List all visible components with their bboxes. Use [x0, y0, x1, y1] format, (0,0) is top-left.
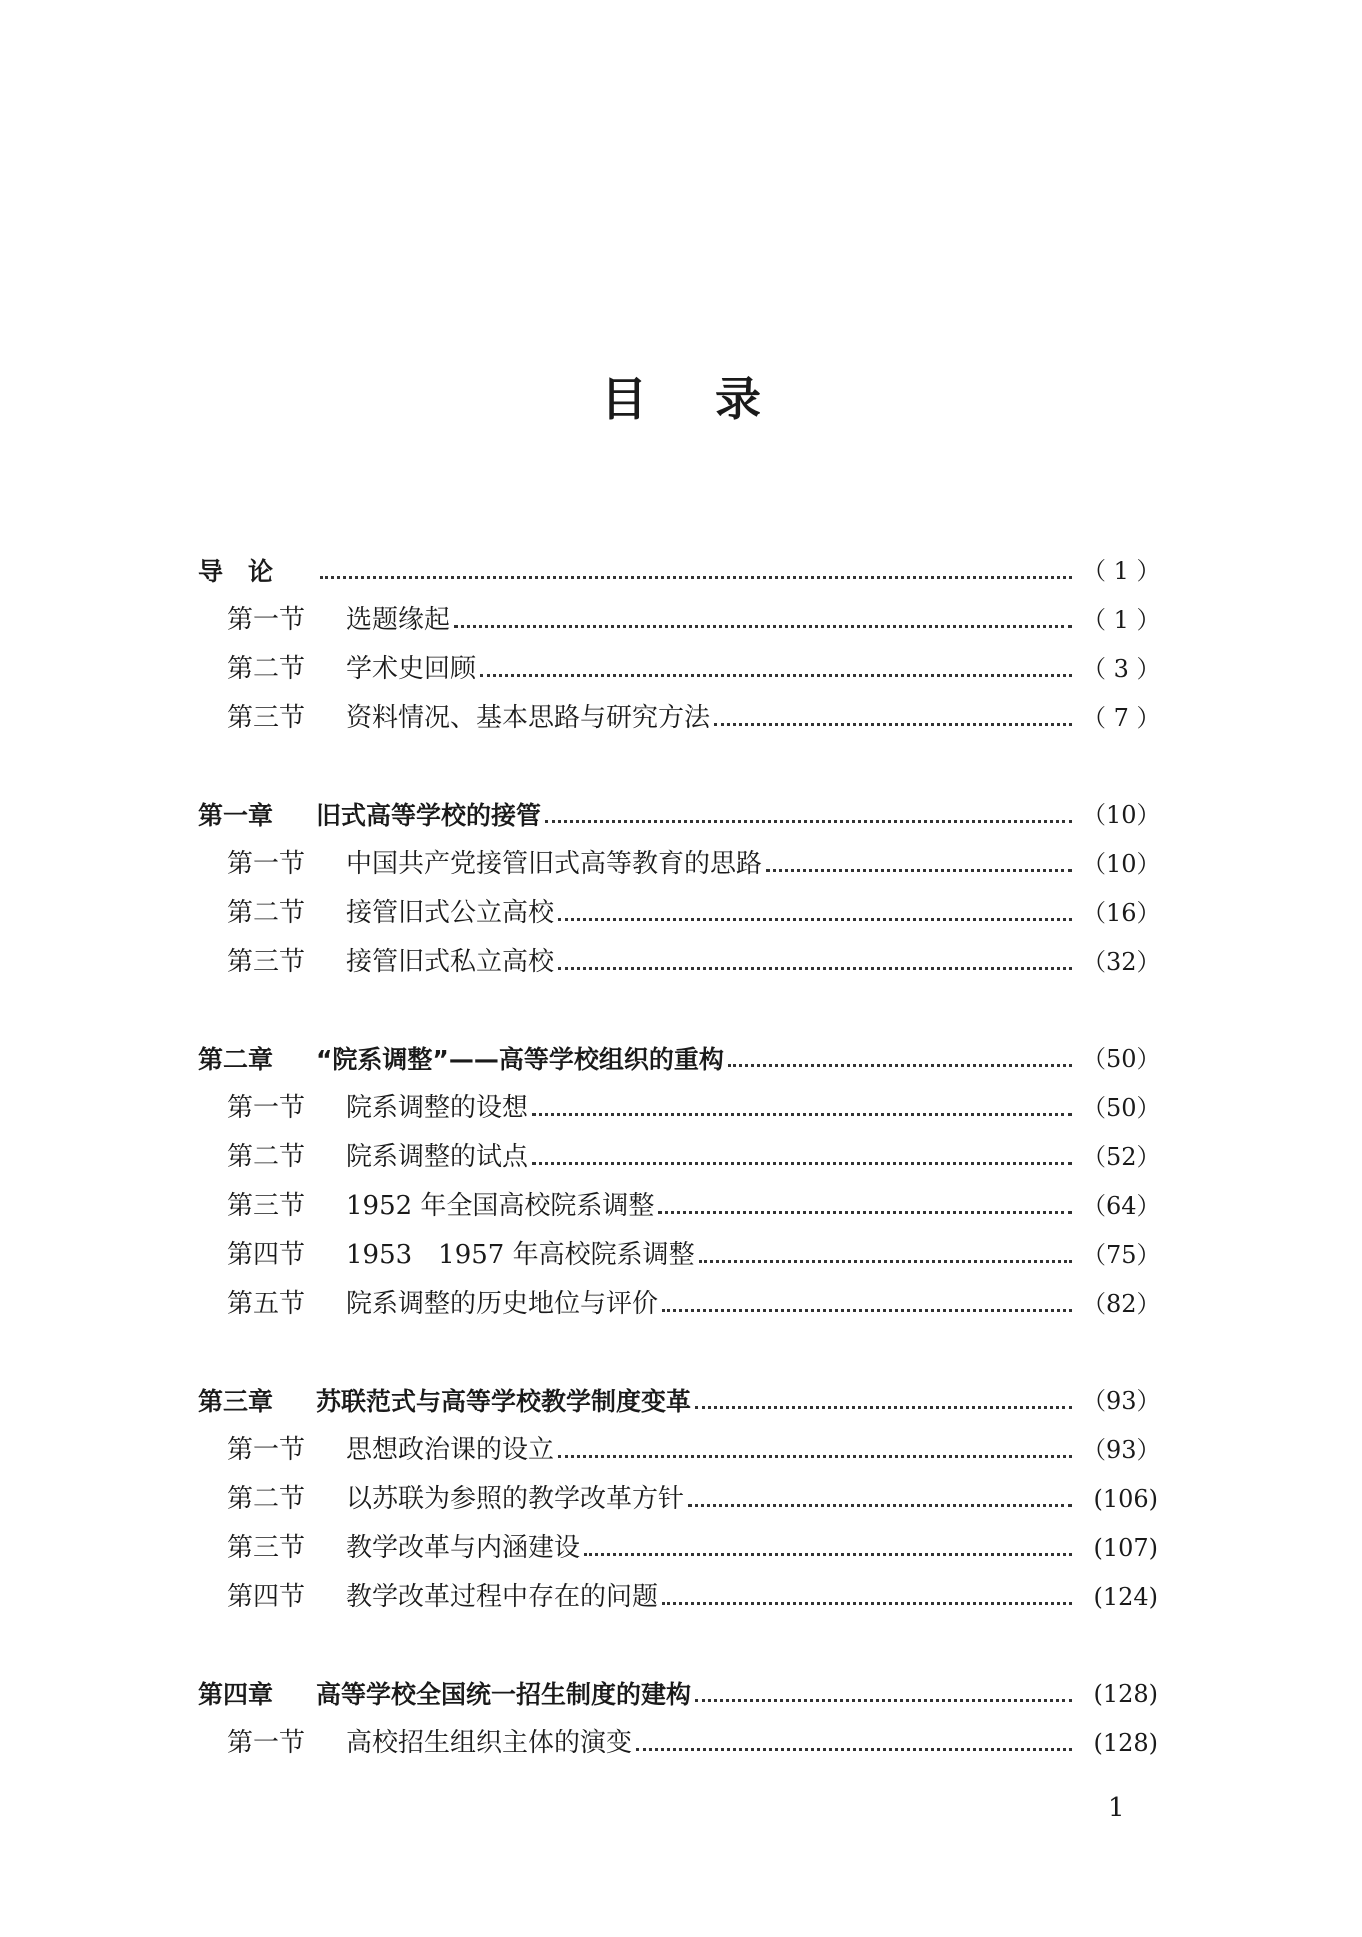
section-label: 第三节: [227, 947, 306, 977]
toc-section-row[interactable]: [198, 1231, 1161, 1280]
toc-section-row[interactable]: [198, 840, 1161, 889]
section-label: 第三节: [227, 703, 306, 733]
table-of-contents: [198, 547, 1161, 1816]
section-title: 思想政治课的设立: [346, 1435, 555, 1465]
section-title: 1952 年全国高校院系调整: [346, 1191, 655, 1221]
section-label: 第三节: [227, 1533, 306, 1563]
toc-chapter-row[interactable]: [198, 1035, 1161, 1084]
dot-leader: [558, 967, 1072, 970]
dot-leader: [532, 1113, 1072, 1116]
toc-section-row[interactable]: [198, 1719, 1158, 1768]
section-title: 接管旧式私立高校: [346, 947, 555, 977]
toc-section-row[interactable]: [198, 1573, 1158, 1622]
toc-group-chapter-2: [198, 1035, 1161, 1329]
toc-chapter-row[interactable]: [198, 1377, 1161, 1426]
dot-leader: [714, 723, 1072, 726]
dot-leader: [545, 820, 1072, 823]
page-number: （93）: [1082, 1436, 1161, 1464]
toc-section-row[interactable]: [198, 596, 1161, 645]
dot-leader: [320, 576, 1072, 579]
section-title: 学术史回顾: [346, 654, 477, 684]
toc-chapter-row[interactable]: [198, 1670, 1158, 1719]
toc-group-intro: [198, 547, 1161, 743]
toc-chapter-row[interactable]: [198, 547, 1161, 596]
section-title: 中国共产党接管旧式高等教育的思路: [346, 849, 763, 879]
section-title: 资料情况、基本思路与研究方法: [346, 703, 711, 733]
page-number: （ 7 ）: [1082, 704, 1161, 732]
page-number: （ 1 ）: [1082, 606, 1161, 634]
toc-chapter-row[interactable]: [198, 791, 1161, 840]
dot-leader: [699, 1260, 1072, 1263]
chapter-title: “院系调整”——高等学校组织的重构: [316, 1045, 724, 1074]
section-label: 第一节: [227, 1093, 306, 1123]
toc-section-row[interactable]: [198, 694, 1161, 743]
section-label: 第二节: [227, 1484, 306, 1514]
page-folio-number: 1: [1108, 1793, 1125, 1823]
section-label: 第二节: [227, 1142, 306, 1172]
page-number: (128): [1093, 1729, 1158, 1757]
section-label: 第一节: [227, 605, 306, 635]
dot-leader: [658, 1211, 1072, 1214]
toc-section-row[interactable]: [198, 1182, 1161, 1231]
page-number: （64）: [1082, 1192, 1161, 1220]
section-title: 1953 1957 年高校院系调整: [346, 1240, 695, 1270]
page-number: （52）: [1082, 1143, 1161, 1171]
section-label: 第一节: [227, 849, 306, 879]
chapter-title: 旧式高等学校的接管: [316, 801, 542, 830]
toc-group-chapter-4: [198, 1670, 1158, 1768]
toc-section-row[interactable]: [198, 1426, 1161, 1475]
toc-group-chapter-3: [198, 1377, 1161, 1622]
page-number: （32）: [1082, 948, 1161, 976]
dot-leader: [558, 918, 1072, 921]
section-label: 第二节: [227, 898, 306, 928]
section-title: 以苏联为参照的教学改革方针: [346, 1484, 685, 1514]
page-number: (107): [1093, 1534, 1158, 1562]
page-number: （93）: [1082, 1387, 1161, 1415]
dot-leader: [662, 1309, 1072, 1312]
title-char: 录: [715, 371, 761, 426]
dot-leader: [584, 1553, 1072, 1556]
section-title: 院系调整的历史地位与评价: [346, 1289, 659, 1319]
page-number: （50）: [1082, 1045, 1161, 1073]
dot-leader: [480, 674, 1072, 677]
dot-leader: [558, 1455, 1072, 1458]
page-number: （10）: [1082, 801, 1161, 829]
dot-leader: [636, 1748, 1072, 1751]
section-title: 教学改革过程中存在的问题: [346, 1582, 659, 1612]
title-char: 目: [601, 371, 647, 426]
dot-leader: [454, 625, 1072, 628]
page-number: （75）: [1082, 1241, 1161, 1269]
chapter-label: 第四章: [198, 1680, 274, 1709]
page-number: （50）: [1082, 1094, 1161, 1122]
page-number: (124): [1093, 1583, 1158, 1611]
toc-group-chapter-1: [198, 791, 1161, 987]
section-label: 第二节: [227, 654, 306, 684]
chapter-title: 苏联范式与高等学校教学制度变革: [316, 1387, 692, 1416]
section-title: 院系调整的设想: [346, 1093, 529, 1123]
dot-leader: [695, 1406, 1072, 1409]
chapter-title: 高等学校全国统一招生制度的建构: [316, 1680, 692, 1709]
section-title: 选题缘起: [346, 605, 451, 635]
section-label: 第一节: [227, 1728, 306, 1758]
dot-leader: [695, 1699, 1072, 1702]
section-label: 第五节: [227, 1289, 306, 1319]
section-title: 接管旧式公立高校: [346, 898, 555, 928]
toc-section-row[interactable]: [198, 938, 1161, 987]
toc-section-row[interactable]: [198, 889, 1161, 938]
section-title: 高校招生组织主体的演变: [346, 1728, 633, 1758]
dot-leader: [766, 869, 1072, 872]
chapter-label: 第一章: [198, 801, 274, 830]
page-number: （ 3 ）: [1082, 655, 1161, 683]
dot-leader: [532, 1162, 1072, 1165]
section-label: 第四节: [227, 1240, 306, 1270]
chapter-label: 导 论: [198, 557, 274, 586]
toc-section-row[interactable]: [198, 1133, 1161, 1182]
page-title: [0, 369, 1362, 429]
toc-section-row[interactable]: [198, 1524, 1158, 1573]
section-title: 院系调整的试点: [346, 1142, 529, 1172]
toc-section-row[interactable]: [198, 1084, 1161, 1133]
page-number: （82）: [1082, 1290, 1161, 1318]
page-number: （16）: [1082, 899, 1161, 927]
section-label: 第四节: [227, 1582, 306, 1612]
toc-section-row[interactable]: [198, 645, 1161, 694]
dot-leader: [662, 1602, 1072, 1605]
toc-section-row[interactable]: [198, 1280, 1161, 1329]
page-number: （ 1 ）: [1082, 557, 1161, 585]
dot-leader: [728, 1064, 1072, 1067]
chapter-label: 第三章: [198, 1387, 274, 1416]
section-label: 第三节: [227, 1191, 306, 1221]
section-title: 教学改革与内涵建设: [346, 1533, 581, 1563]
chapter-label: 第二章: [198, 1045, 274, 1074]
toc-section-row[interactable]: [198, 1475, 1158, 1524]
dot-leader: [688, 1504, 1072, 1507]
page-number: (128): [1093, 1680, 1158, 1708]
page-number: （10）: [1082, 850, 1161, 878]
section-label: 第一节: [227, 1435, 306, 1465]
page-number: (106): [1093, 1485, 1158, 1513]
